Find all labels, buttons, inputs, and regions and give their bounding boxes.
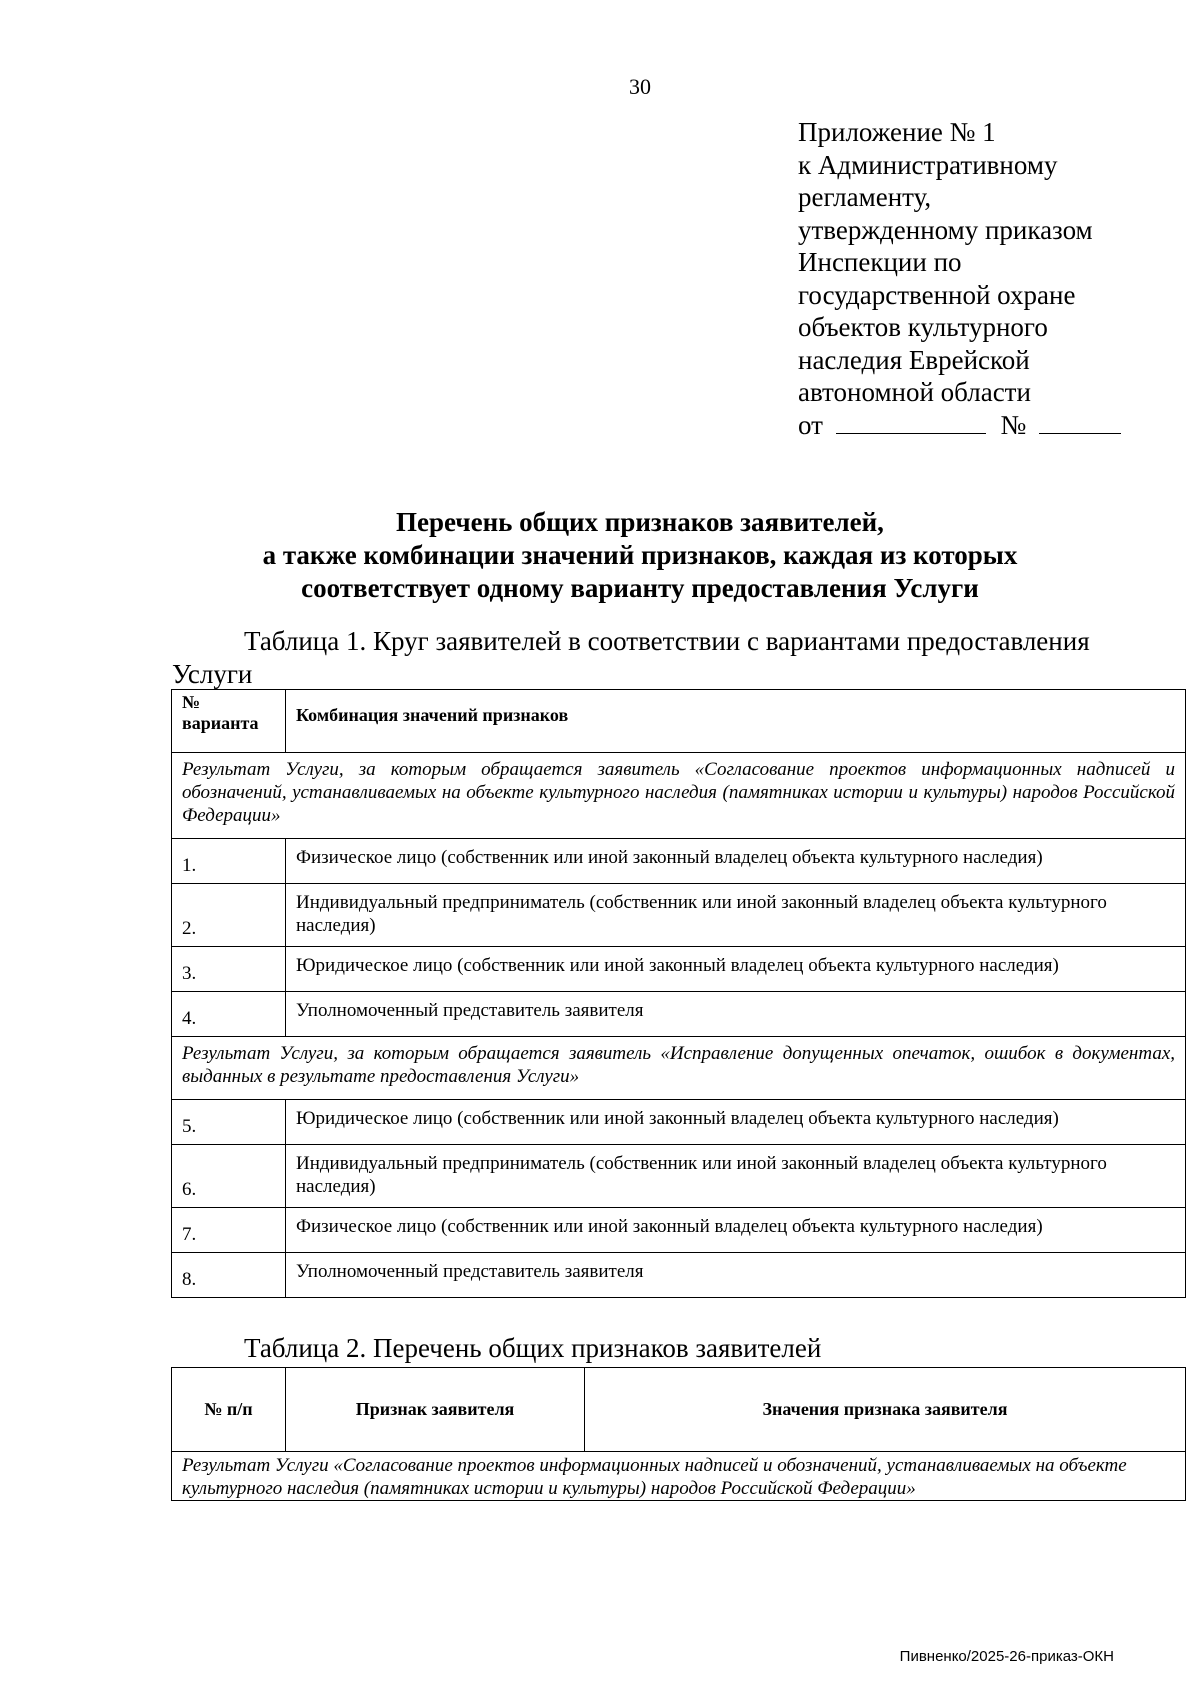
table-row	[172, 1100, 1186, 1145]
variant-number: 5.	[172, 1100, 286, 1145]
table1-caption	[172, 625, 1172, 691]
title-line: Перечень общих признаков заявителей,	[396, 507, 884, 537]
table-row	[172, 1145, 1186, 1208]
table-row	[172, 992, 1186, 1037]
table1-header-row	[172, 690, 1186, 753]
date-blank	[836, 411, 986, 434]
table1-caption-text: Таблица 1. Круг заявителей в соответствии с вариантами предоставления Услуги	[172, 626, 1090, 689]
variant-text: Уполномоченный представитель заявителя	[286, 1253, 1186, 1298]
variant-number: 2.	[172, 884, 286, 947]
table1	[171, 689, 1186, 1298]
variant-number: 3.	[172, 947, 286, 992]
section-title: Результат Услуги, за которым обращается заявитель «Исправление допущенных опечаток, ошибок в документах, выданных в результате предоставления Услуги»	[172, 1037, 1186, 1100]
section-row	[172, 1452, 1186, 1501]
variant-number: 6.	[172, 1145, 286, 1208]
section-row	[172, 1037, 1186, 1100]
appendix-line: автономной области	[798, 377, 1031, 407]
variant-number: 1.	[172, 839, 286, 884]
table-row	[172, 1253, 1186, 1298]
variant-text: Индивидуальный предприниматель (собственник или иной законный владелец объекта культурного наследия)	[286, 884, 1186, 947]
variant-number: 7.	[172, 1208, 286, 1253]
number-sign: №	[1000, 409, 1027, 440]
appendix-line: к Административному	[798, 149, 1058, 180]
table-row	[172, 839, 1186, 884]
title-line: а также комбинации значений признаков, каждая из которых	[262, 540, 1018, 570]
appendix-line: утвержденному приказом	[798, 214, 1093, 245]
variant-text: Юридическое лицо (собственник или иной законный владелец объекта культурного наследия)	[286, 947, 1186, 992]
table2	[171, 1367, 1186, 1501]
date-prefix: от	[798, 409, 823, 440]
header-variant-number: № варианта	[172, 690, 286, 753]
appendix-date-line	[798, 409, 1138, 442]
table-row	[172, 947, 1186, 992]
header-attribute-values: Значения признака заявителя	[585, 1368, 1186, 1452]
table-row	[172, 884, 1186, 947]
appendix-line: регламенту,	[798, 182, 932, 212]
header-combination: Комбинация значений признаков	[286, 690, 1186, 753]
variant-text: Индивидуальный предприниматель (собственник или иной законный владелец объекта культурного наследия)	[286, 1145, 1186, 1208]
appendix-block	[798, 116, 1138, 441]
variant-text: Физическое лицо (собственник или иной законный владелец объекта культурного наследия)	[286, 1208, 1186, 1253]
section-title: Результат Услуги, за которым обращается заявитель «Согласование проектов информационных надписей и обозначений, устанавливаемых на объекте культурного наследия (памятниках истории и культуры) народов Российской Федерации»	[172, 753, 1186, 839]
appendix-line: государственной охране	[798, 279, 1076, 310]
variant-number: 4.	[172, 992, 286, 1037]
variant-text: Физическое лицо (собственник или иной законный владелец объекта культурного наследия)	[286, 839, 1186, 884]
table2-header-row	[172, 1368, 1186, 1452]
section-row	[172, 753, 1186, 839]
variant-text: Уполномоченный представитель заявителя	[286, 992, 1186, 1037]
section-title: Результат Услуги «Согласование проектов информационных надписей и обозначений, устанавливаемых на объекте культурного наследия (памятниках истории и культуры) народов Российской Федерации»	[172, 1452, 1186, 1501]
appendix-line: наследия Еврейской	[798, 344, 1030, 375]
page-number: 30	[629, 74, 651, 99]
table-row	[172, 1208, 1186, 1253]
header-applicant-attribute: Признак заявителя	[286, 1368, 585, 1452]
footer-reference: Пивненко/2025-26-приказ-ОКН	[899, 1648, 1114, 1665]
number-blank	[1039, 411, 1121, 434]
document-title	[120, 506, 1160, 605]
variant-text: Юридическое лицо (собственник или иной законный владелец объекта культурного наследия)	[286, 1100, 1186, 1145]
header-row-number: № п/п	[172, 1368, 286, 1452]
table2-caption: Таблица 2. Перечень общих признаков заявителей	[244, 1333, 822, 1363]
title-line: соответствует одному варианту предоставления Услуги	[301, 573, 979, 603]
appendix-line: Инспекции по	[798, 247, 962, 277]
appendix-line: Приложение № 1	[798, 117, 996, 147]
variant-number: 8.	[172, 1253, 286, 1298]
appendix-line: объектов культурного	[798, 312, 1048, 342]
